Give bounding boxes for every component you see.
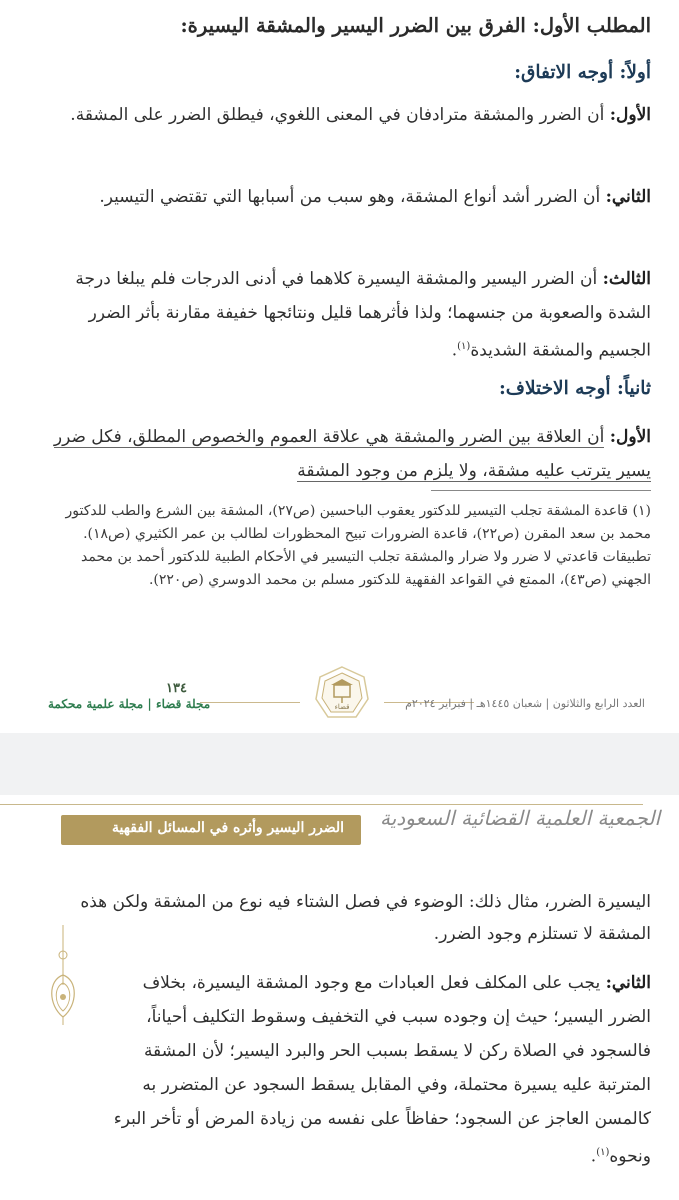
agreement-point-1-label: الأول:	[609, 105, 651, 125]
difference-point-1-text: أن العلاقة بين الضرر والمشقة هي علاقة العموم والخصوص المطلق، فكل ضرر يسير يترتب عليه مشقة، ولا يلزم من وجود المشقة	[53, 427, 651, 481]
page-number: ١٣٤	[166, 681, 187, 696]
difference-point-2-label: الثاني:	[605, 973, 651, 993]
header-banner-title: الضرر اليسير وأثره في المسائل الفقهية	[112, 820, 344, 836]
difference-point-2-end: .	[590, 1146, 597, 1167]
agreement-point-2-label: الثاني:	[605, 187, 651, 207]
agreement-point-1	[40, 98, 651, 132]
page-gap	[0, 733, 679, 795]
footer-rule-left	[200, 702, 300, 703]
footnote-divider	[431, 490, 651, 491]
agreement-point-2	[40, 180, 651, 214]
journal-emblem-icon	[314, 665, 370, 721]
agreement-point-3-end: .	[451, 340, 458, 361]
footnote: (١) قاعدة المشقة تجلب التيسير للدكتور يعقوب الباحسين (ص٢٧)، المشقة بين الشرع والطب للدكتور محمد بن سعد المقرن (ص٢٢)، قاعدة الضرورات تبيح المحظورات لطالب بن عمر الكثيري (ص١٨). تطبيقات قاعدتي لا ضرر ولا ضرار والمشقة تجلب التيسير في الأحكام الطبية للدكتور أحمد بن محمد الجهني (ص٤٣)، الممتع في القواعد الفقهية للدكتور مسلم بن محمد الدوسري (ص٢٢٠).	[65, 503, 651, 588]
agreement-point-2-text: أن الضرر أشد أنواع المشقة، وهو سبب من أسبابها التي تقتضي التيسير.	[99, 187, 601, 207]
header-rule	[0, 804, 643, 805]
agreement-point-3	[40, 262, 651, 368]
difference-point-2	[96, 966, 651, 1174]
agreement-heading: أولاً: أوجه الاتفاق:	[514, 62, 651, 83]
continued-paragraph: اليسيرة الضرر، مثال ذلك: الوضوء في فصل الشتاء فيه نوع من المشقة ولكن هذه المشقة لا تستلزم وجود الضرر.	[80, 892, 651, 944]
difference-point-1	[40, 420, 651, 488]
difference-heading: ثانياً: أوجه الاختلاف:	[498, 378, 651, 399]
difference-point-2-text: يجب على المكلف فعل العبادات مع وجود المشقة اليسيرة، بخلاف الضرر اليسير؛ حيث إن وجوده سبب في التخفيف وسقوط التكليف أحياناً، فالسجود في الصلاة ركن لا يسقط بسبب الحر والبرد اليسير؛ لأن المشقة المترتبة عليه يسيرة محتملة، وفي المقابل يسقط السجود عن المتضرر به كالمسن العاجز عن السجود؛ حفاظاً على نفسه من زيادة المرض أو تأخر البرء ونحوه	[113, 973, 651, 1167]
difference-point-1-label: الأول:	[609, 427, 651, 447]
agreement-point-3-text: أن الضرر اليسير والمشقة اليسيرة كلاهما في أدنى الدرجات فلم يبلغا درجة الشدة والصعوبة من جنسهما؛ ولذا فأثرهما قليل ونتائجها خفيفة مقارنة بأثر الضرر الجسيم والمشقة الشديدة	[75, 269, 651, 361]
journal-name: مجلة قضاء | مجلة علمية محكمة	[48, 697, 211, 711]
issue-info: العدد الرابع والثلاثون | شعبان ١٤٤٥هـ | فبراير ٢٠٢٤م	[405, 697, 645, 710]
agreement-point-1-text: أن الضرر والمشقة مترادفان في المعنى اللغوي، فيطلق الضرر على المشقة.	[70, 105, 605, 125]
emblem-label: قضاء	[334, 703, 350, 711]
agreement-point-3-label: الثالث:	[602, 269, 651, 289]
footnote-ref-2: (١)	[596, 1147, 610, 1158]
section-title: المطلب الأول: الفرق بين الضرر اليسير والمشقة اليسيرة:	[180, 14, 651, 37]
society-logo-text: الجمعية العلمية القضائية السعودية	[380, 806, 661, 830]
footnote-ref: (١)	[457, 341, 471, 352]
